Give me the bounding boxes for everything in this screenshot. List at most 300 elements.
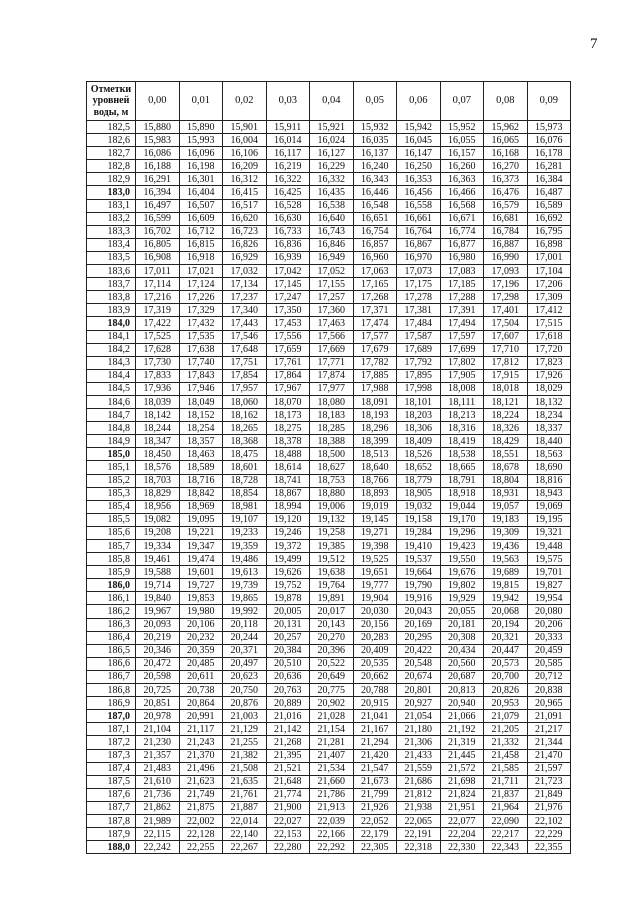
value-cell: 15,952 bbox=[440, 121, 484, 134]
value-cell: 16,568 bbox=[440, 199, 484, 212]
value-cell: 21,673 bbox=[353, 775, 397, 788]
value-cell: 21,079 bbox=[484, 710, 528, 723]
value-cell: 16,681 bbox=[484, 212, 528, 225]
value-cell: 20,359 bbox=[179, 644, 223, 657]
header-level-line: Отметки bbox=[90, 83, 132, 95]
table-row bbox=[87, 605, 571, 618]
value-cell: 21,192 bbox=[440, 723, 484, 736]
value-cell: 21,496 bbox=[179, 762, 223, 775]
value-cell: 20,055 bbox=[440, 605, 484, 618]
value-cell: 18,563 bbox=[527, 448, 571, 461]
value-cell: 20,889 bbox=[266, 697, 310, 710]
value-cell: 17,638 bbox=[179, 343, 223, 356]
value-cell: 16,209 bbox=[223, 160, 267, 173]
value-cell: 16,558 bbox=[397, 199, 441, 212]
value-cell: 19,992 bbox=[223, 605, 267, 618]
value-cell: 18,678 bbox=[484, 461, 528, 474]
value-cell: 17,699 bbox=[440, 343, 484, 356]
value-cell: 21,749 bbox=[179, 788, 223, 801]
value-cell: 20,851 bbox=[136, 697, 180, 710]
value-cell: 17,063 bbox=[353, 265, 397, 278]
value-cell: 18,867 bbox=[266, 487, 310, 500]
value-cell: 16,497 bbox=[136, 199, 180, 212]
value-cell: 15,983 bbox=[136, 134, 180, 147]
value-cell: 16,322 bbox=[266, 173, 310, 186]
value-cell: 20,636 bbox=[266, 670, 310, 683]
value-cell: 21,610 bbox=[136, 775, 180, 788]
value-cell: 18,121 bbox=[484, 395, 528, 408]
value-cell: 17,823 bbox=[527, 356, 571, 369]
value-cell: 18,450 bbox=[136, 448, 180, 461]
value-cell: 17,566 bbox=[310, 330, 354, 343]
value-cell: 19,790 bbox=[397, 579, 441, 592]
value-cell: 20,093 bbox=[136, 618, 180, 631]
value-cell: 21,470 bbox=[527, 749, 571, 762]
value-cell: 17,679 bbox=[353, 343, 397, 356]
value-cell: 20,472 bbox=[136, 657, 180, 670]
value-cell: 18,829 bbox=[136, 487, 180, 500]
table-row bbox=[87, 435, 571, 448]
value-cell: 21,623 bbox=[179, 775, 223, 788]
value-cell: 19,359 bbox=[223, 540, 267, 553]
water-level-cell: 184,2 bbox=[87, 343, 136, 356]
value-cell: 16,188 bbox=[136, 160, 180, 173]
value-cell: 20,169 bbox=[397, 618, 441, 631]
water-level-cell: 184,7 bbox=[87, 409, 136, 422]
value-cell: 18,101 bbox=[397, 395, 441, 408]
value-cell: 22,305 bbox=[353, 841, 397, 854]
water-level-cell: 185,1 bbox=[87, 461, 136, 474]
value-cell: 19,233 bbox=[223, 526, 267, 539]
value-cell: 21,736 bbox=[136, 788, 180, 801]
value-cell: 20,674 bbox=[397, 670, 441, 683]
value-cell: 16,826 bbox=[223, 238, 267, 251]
value-cell: 16,106 bbox=[223, 147, 267, 160]
value-cell: 15,942 bbox=[397, 121, 441, 134]
table-row bbox=[87, 828, 571, 841]
value-cell: 17,206 bbox=[527, 278, 571, 291]
value-cell: 15,901 bbox=[223, 121, 267, 134]
value-cell: 16,898 bbox=[527, 238, 571, 251]
value-cell: 18,132 bbox=[527, 395, 571, 408]
value-cell: 19,537 bbox=[397, 553, 441, 566]
value-cell: 17,237 bbox=[223, 291, 267, 304]
value-cell: 15,911 bbox=[266, 121, 310, 134]
value-cell: 15,880 bbox=[136, 121, 180, 134]
table-row bbox=[87, 291, 571, 304]
value-cell: 18,854 bbox=[223, 487, 267, 500]
value-cell: 17,618 bbox=[527, 330, 571, 343]
value-cell: 18,475 bbox=[223, 448, 267, 461]
column-header: 0,02 bbox=[223, 82, 267, 121]
value-cell: 17,155 bbox=[310, 278, 354, 291]
value-cell: 20,485 bbox=[179, 657, 223, 670]
value-cell: 18,728 bbox=[223, 474, 267, 487]
value-cell: 18,905 bbox=[397, 487, 441, 500]
value-cell: 22,217 bbox=[484, 828, 528, 841]
value-cell: 20,712 bbox=[527, 670, 571, 683]
value-cell: 21,306 bbox=[397, 736, 441, 749]
value-cell: 21,382 bbox=[223, 749, 267, 762]
value-cell: 18,265 bbox=[223, 422, 267, 435]
value-cell: 18,969 bbox=[179, 500, 223, 513]
value-cell: 17,257 bbox=[310, 291, 354, 304]
value-cell: 18,816 bbox=[527, 474, 571, 487]
value-cell: 16,733 bbox=[266, 225, 310, 238]
value-cell: 19,006 bbox=[310, 500, 354, 513]
water-level-cell: 182,7 bbox=[87, 147, 136, 160]
value-cell: 16,671 bbox=[440, 212, 484, 225]
value-cell: 16,127 bbox=[310, 147, 354, 160]
table-row bbox=[87, 212, 571, 225]
value-cell: 21,862 bbox=[136, 801, 180, 814]
value-cell: 17,525 bbox=[136, 330, 180, 343]
value-cell: 16,609 bbox=[179, 212, 223, 225]
value-cell: 16,589 bbox=[527, 199, 571, 212]
column-header: 0,03 bbox=[266, 82, 310, 121]
value-cell: 22,039 bbox=[310, 814, 354, 827]
value-cell: 17,607 bbox=[484, 330, 528, 343]
water-level-volume-table bbox=[86, 81, 571, 854]
water-level-cell: 184,3 bbox=[87, 356, 136, 369]
value-cell: 17,546 bbox=[223, 330, 267, 343]
value-cell: 19,170 bbox=[440, 513, 484, 526]
value-cell: 16,250 bbox=[397, 160, 441, 173]
value-cell: 17,134 bbox=[223, 278, 267, 291]
value-cell: 20,384 bbox=[266, 644, 310, 657]
table-row bbox=[87, 513, 571, 526]
value-cell: 19,904 bbox=[353, 592, 397, 605]
value-cell: 20,131 bbox=[266, 618, 310, 631]
value-cell: 19,436 bbox=[484, 540, 528, 553]
value-cell: 16,425 bbox=[266, 186, 310, 199]
value-cell: 19,701 bbox=[527, 566, 571, 579]
value-cell: 19,550 bbox=[440, 553, 484, 566]
column-header: 0,05 bbox=[353, 82, 397, 121]
water-level-cell: 183,1 bbox=[87, 199, 136, 212]
value-cell: 20,396 bbox=[310, 644, 354, 657]
value-cell: 17,042 bbox=[266, 265, 310, 278]
value-cell: 17,669 bbox=[310, 343, 354, 356]
value-cell: 19,246 bbox=[266, 526, 310, 539]
value-cell: 19,512 bbox=[310, 553, 354, 566]
value-cell: 17,659 bbox=[266, 343, 310, 356]
value-cell: 17,350 bbox=[266, 304, 310, 317]
value-cell: 17,792 bbox=[397, 356, 441, 369]
value-cell: 20,738 bbox=[179, 684, 223, 697]
value-cell: 21,395 bbox=[266, 749, 310, 762]
value-cell: 16,260 bbox=[440, 160, 484, 173]
value-cell: 21,041 bbox=[353, 710, 397, 723]
value-cell: 21,572 bbox=[440, 762, 484, 775]
value-cell: 21,003 bbox=[223, 710, 267, 723]
value-cell: 16,795 bbox=[527, 225, 571, 238]
value-cell: 20,080 bbox=[527, 605, 571, 618]
value-cell: 16,045 bbox=[397, 134, 441, 147]
value-cell: 21,294 bbox=[353, 736, 397, 749]
value-cell: 17,597 bbox=[440, 330, 484, 343]
value-cell: 17,145 bbox=[266, 278, 310, 291]
value-cell: 17,268 bbox=[353, 291, 397, 304]
table-row bbox=[87, 199, 571, 212]
water-level-cell: 183,2 bbox=[87, 212, 136, 225]
value-cell: 16,476 bbox=[484, 186, 528, 199]
value-cell: 17,730 bbox=[136, 356, 180, 369]
value-cell: 17,381 bbox=[397, 304, 441, 317]
value-cell: 20,017 bbox=[310, 605, 354, 618]
value-cell: 17,967 bbox=[266, 382, 310, 395]
table-row bbox=[87, 657, 571, 670]
value-cell: 21,420 bbox=[353, 749, 397, 762]
value-cell: 20,156 bbox=[353, 618, 397, 631]
column-header: 0,06 bbox=[397, 82, 441, 121]
header-level-line: уровней bbox=[92, 95, 130, 107]
value-cell: 19,145 bbox=[353, 513, 397, 526]
value-cell: 19,334 bbox=[136, 540, 180, 553]
value-cell: 16,065 bbox=[484, 134, 528, 147]
value-cell: 19,258 bbox=[310, 526, 354, 539]
value-cell: 18,690 bbox=[527, 461, 571, 474]
value-cell: 17,216 bbox=[136, 291, 180, 304]
value-cell: 16,270 bbox=[484, 160, 528, 173]
value-cell: 19,727 bbox=[179, 579, 223, 592]
value-cell: 18,627 bbox=[310, 461, 354, 474]
value-cell: 18,244 bbox=[136, 422, 180, 435]
value-cell: 20,725 bbox=[136, 684, 180, 697]
value-cell: 16,301 bbox=[179, 173, 223, 186]
value-cell: 18,285 bbox=[310, 422, 354, 435]
table-row bbox=[87, 749, 571, 762]
column-header: 0,01 bbox=[179, 82, 223, 121]
water-level-cell: 185,5 bbox=[87, 513, 136, 526]
value-cell: 16,743 bbox=[310, 225, 354, 238]
value-cell: 22,355 bbox=[527, 841, 571, 854]
value-cell: 18,357 bbox=[179, 435, 223, 448]
value-cell: 21,559 bbox=[397, 762, 441, 775]
value-cell: 17,771 bbox=[310, 356, 354, 369]
water-level-cell: 185,0 bbox=[87, 448, 136, 461]
value-cell: 21,458 bbox=[484, 749, 528, 762]
value-cell: 19,777 bbox=[353, 579, 397, 592]
value-cell: 17,412 bbox=[527, 304, 571, 317]
value-cell: 18,918 bbox=[440, 487, 484, 500]
value-cell: 19,651 bbox=[353, 566, 397, 579]
value-cell: 16,363 bbox=[440, 173, 484, 186]
value-cell: 21,445 bbox=[440, 749, 484, 762]
water-level-cell: 188,0 bbox=[87, 841, 136, 854]
value-cell: 20,915 bbox=[353, 697, 397, 710]
value-cell: 21,066 bbox=[440, 710, 484, 723]
value-cell: 18,347 bbox=[136, 435, 180, 448]
value-cell: 20,826 bbox=[484, 684, 528, 697]
value-cell: 21,686 bbox=[397, 775, 441, 788]
value-cell: 16,640 bbox=[310, 212, 354, 225]
table-row bbox=[87, 317, 571, 330]
table-row bbox=[87, 330, 571, 343]
value-cell: 20,308 bbox=[440, 631, 484, 644]
water-level-cell: 187,9 bbox=[87, 828, 136, 841]
value-cell: 19,525 bbox=[353, 553, 397, 566]
value-cell: 15,932 bbox=[353, 121, 397, 134]
value-cell: 21,154 bbox=[310, 723, 354, 736]
value-cell: 22,102 bbox=[527, 814, 571, 827]
value-cell: 19,195 bbox=[527, 513, 571, 526]
table-row bbox=[87, 422, 571, 435]
value-cell: 20,978 bbox=[136, 710, 180, 723]
value-cell: 18,500 bbox=[310, 448, 354, 461]
value-cell: 20,333 bbox=[527, 631, 571, 644]
value-cell: 22,179 bbox=[353, 828, 397, 841]
value-cell: 21,521 bbox=[266, 762, 310, 775]
value-cell: 18,275 bbox=[266, 422, 310, 435]
table-row bbox=[87, 553, 571, 566]
table-row bbox=[87, 775, 571, 788]
value-cell: 17,329 bbox=[179, 304, 223, 317]
value-cell: 18,142 bbox=[136, 409, 180, 422]
water-level-cell: 182,9 bbox=[87, 173, 136, 186]
water-level-cell: 184,8 bbox=[87, 422, 136, 435]
value-cell: 20,687 bbox=[440, 670, 484, 683]
value-cell: 16,887 bbox=[484, 238, 528, 251]
water-level-cell: 187,5 bbox=[87, 775, 136, 788]
value-cell: 18,399 bbox=[353, 435, 397, 448]
value-cell: 17,885 bbox=[353, 369, 397, 382]
value-cell: 16,918 bbox=[179, 251, 223, 264]
table-row bbox=[87, 461, 571, 474]
value-cell: 21,698 bbox=[440, 775, 484, 788]
water-level-cell: 187,2 bbox=[87, 736, 136, 749]
value-cell: 18,652 bbox=[397, 461, 441, 474]
value-cell: 19,082 bbox=[136, 513, 180, 526]
value-cell: 21,989 bbox=[136, 814, 180, 827]
value-cell: 20,788 bbox=[353, 684, 397, 697]
water-level-cell: 185,9 bbox=[87, 566, 136, 579]
value-cell: 17,535 bbox=[179, 330, 223, 343]
water-level-cell: 183,6 bbox=[87, 265, 136, 278]
value-cell: 18,931 bbox=[484, 487, 528, 500]
value-cell: 18,173 bbox=[266, 409, 310, 422]
value-cell: 16,517 bbox=[223, 199, 267, 212]
water-level-cell: 183,0 bbox=[87, 186, 136, 199]
value-cell: 16,805 bbox=[136, 238, 180, 251]
value-cell: 16,035 bbox=[353, 134, 397, 147]
table-body bbox=[87, 121, 571, 854]
value-cell: 18,224 bbox=[484, 409, 528, 422]
value-cell: 17,360 bbox=[310, 304, 354, 317]
value-cell: 20,232 bbox=[179, 631, 223, 644]
value-cell: 18,488 bbox=[266, 448, 310, 461]
value-cell: 18,994 bbox=[266, 500, 310, 513]
water-level-cell: 184,0 bbox=[87, 317, 136, 330]
value-cell: 21,407 bbox=[310, 749, 354, 762]
value-cell: 19,929 bbox=[440, 592, 484, 605]
value-cell: 18,337 bbox=[527, 422, 571, 435]
value-cell: 16,178 bbox=[527, 147, 571, 160]
value-cell: 17,319 bbox=[136, 304, 180, 317]
value-cell: 17,782 bbox=[353, 356, 397, 369]
table-header-row bbox=[87, 82, 571, 121]
value-cell: 20,143 bbox=[310, 618, 354, 631]
value-cell: 21,180 bbox=[397, 723, 441, 736]
value-cell: 21,281 bbox=[310, 736, 354, 749]
table-row bbox=[87, 801, 571, 814]
value-cell: 19,499 bbox=[266, 553, 310, 566]
value-cell: 16,784 bbox=[484, 225, 528, 238]
value-cell: 16,147 bbox=[397, 147, 441, 160]
value-cell: 20,321 bbox=[484, 631, 528, 644]
water-level-cell: 183,5 bbox=[87, 251, 136, 264]
value-cell: 20,991 bbox=[179, 710, 223, 723]
value-cell: 17,226 bbox=[179, 291, 223, 304]
value-cell: 18,842 bbox=[179, 487, 223, 500]
value-cell: 16,219 bbox=[266, 160, 310, 173]
value-cell: 16,137 bbox=[353, 147, 397, 160]
value-cell: 19,271 bbox=[353, 526, 397, 539]
value-cell: 19,840 bbox=[136, 592, 180, 605]
value-cell: 17,895 bbox=[397, 369, 441, 382]
value-cell: 17,309 bbox=[527, 291, 571, 304]
value-cell: 18,440 bbox=[527, 435, 571, 448]
header-level-line: воды, м bbox=[93, 106, 129, 118]
value-cell: 18,162 bbox=[223, 409, 267, 422]
value-cell: 19,613 bbox=[223, 566, 267, 579]
value-cell: 19,575 bbox=[527, 553, 571, 566]
water-level-cell: 182,5 bbox=[87, 121, 136, 134]
value-cell: 20,813 bbox=[440, 684, 484, 697]
value-cell: 18,316 bbox=[440, 422, 484, 435]
value-cell: 19,158 bbox=[397, 513, 441, 526]
value-cell: 18,463 bbox=[179, 448, 223, 461]
value-cell: 21,534 bbox=[310, 762, 354, 775]
value-cell: 16,014 bbox=[266, 134, 310, 147]
value-cell: 20,270 bbox=[310, 631, 354, 644]
value-cell: 16,435 bbox=[310, 186, 354, 199]
value-cell: 18,513 bbox=[353, 448, 397, 461]
value-cell: 17,628 bbox=[136, 343, 180, 356]
value-cell: 19,689 bbox=[484, 566, 528, 579]
value-cell: 22,166 bbox=[310, 828, 354, 841]
value-cell: 16,651 bbox=[353, 212, 397, 225]
value-cell: 18,080 bbox=[310, 395, 354, 408]
value-cell: 20,838 bbox=[527, 684, 571, 697]
value-cell: 22,255 bbox=[179, 841, 223, 854]
value-cell: 19,385 bbox=[310, 540, 354, 553]
value-cell: 17,104 bbox=[527, 265, 571, 278]
value-cell: 17,011 bbox=[136, 265, 180, 278]
value-cell: 20,219 bbox=[136, 631, 180, 644]
value-cell: 20,106 bbox=[179, 618, 223, 631]
value-cell: 16,086 bbox=[136, 147, 180, 160]
water-level-cell: 185,7 bbox=[87, 540, 136, 553]
value-cell: 21,319 bbox=[440, 736, 484, 749]
value-cell: 16,877 bbox=[440, 238, 484, 251]
value-cell: 16,487 bbox=[527, 186, 571, 199]
value-cell: 18,008 bbox=[440, 382, 484, 395]
water-level-cell: 186,5 bbox=[87, 644, 136, 657]
value-cell: 17,710 bbox=[484, 343, 528, 356]
value-cell: 17,298 bbox=[484, 291, 528, 304]
value-cell: 18,791 bbox=[440, 474, 484, 487]
table-row bbox=[87, 540, 571, 553]
water-level-cell: 187,7 bbox=[87, 801, 136, 814]
value-cell: 21,926 bbox=[353, 801, 397, 814]
value-cell: 16,198 bbox=[179, 160, 223, 173]
value-cell: 17,926 bbox=[527, 369, 571, 382]
value-cell: 21,357 bbox=[136, 749, 180, 762]
value-cell: 20,662 bbox=[353, 670, 397, 683]
water-level-cell: 186,7 bbox=[87, 670, 136, 683]
table-row bbox=[87, 121, 571, 134]
